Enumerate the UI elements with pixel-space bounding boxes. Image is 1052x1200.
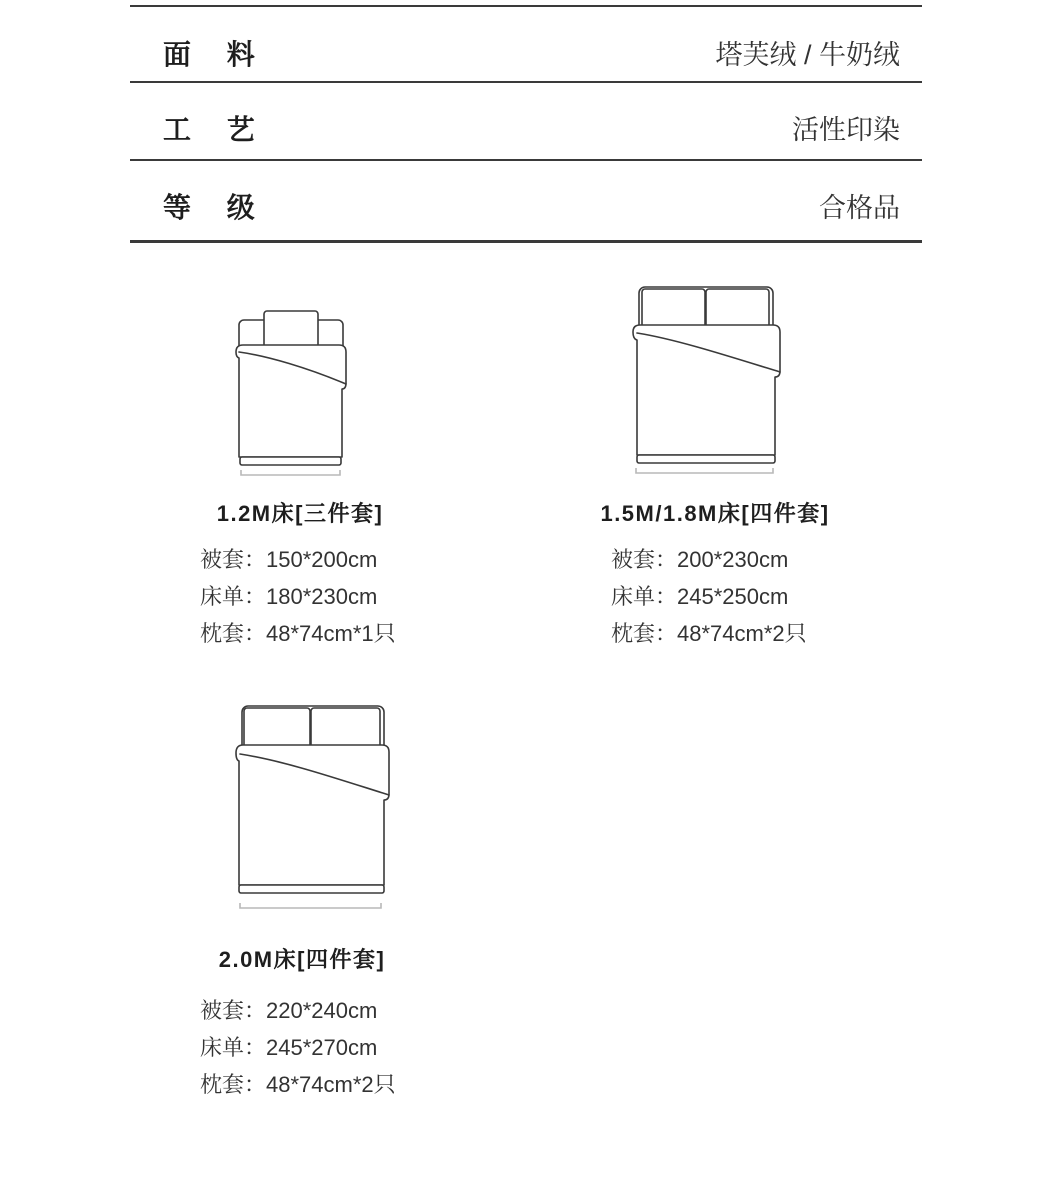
width-measure-line (636, 468, 773, 473)
pillow (706, 289, 769, 329)
bed-base (239, 885, 384, 893)
duvet-cover-size: 被套：200*230cm (611, 547, 789, 572)
spec-label: 工 艺 (163, 114, 255, 145)
duvet (633, 325, 780, 455)
bed-sheet-size: 床单：245*270cm (200, 1035, 378, 1060)
bed-size-title: 1.2M床[三件套] (216, 501, 384, 526)
pillowcase-size: 枕套：48*74cm*1只 (200, 621, 396, 646)
spec-label: 等 级 (163, 192, 255, 223)
bed-size-spec-list (200, 541, 396, 652)
pillowcase-size: 枕套：48*74cm*2只 (200, 1072, 396, 1097)
single-bed-icon (228, 302, 358, 482)
spec-row-fabric (130, 37, 922, 73)
king-bed-icon (228, 698, 396, 913)
duvet (236, 345, 346, 457)
pillow (264, 311, 318, 349)
bed-sheet-size: 床单：180*230cm (200, 584, 378, 609)
duvet (236, 745, 389, 885)
double-bed-icon (625, 280, 790, 480)
table-bottom-rule (130, 240, 922, 243)
table-top-rule (130, 5, 922, 7)
pillow (642, 289, 705, 329)
pillow (311, 708, 380, 750)
bed-base (637, 455, 775, 463)
bed-base (240, 457, 341, 465)
bed-size-title: 2.0M床[四件套] (218, 947, 386, 972)
spec-row-grade (130, 190, 922, 226)
width-measure-line (241, 470, 340, 475)
spec-value: 活性印染 (792, 115, 900, 145)
pillow (244, 708, 310, 750)
width-measure-line (240, 903, 381, 908)
bed-size-spec-list (611, 541, 807, 652)
bed-size-title: 1.5M/1.8M床[四件套] (600, 501, 830, 526)
spec-row-process (130, 112, 922, 148)
row-divider (130, 159, 922, 161)
spec-label: 面 料 (163, 39, 255, 70)
pillowcase-size: 枕套：48*74cm*2只 (611, 621, 807, 646)
spec-value: 合格品 (819, 193, 900, 223)
row-divider (130, 81, 922, 83)
bed-size-spec-list (200, 992, 396, 1103)
duvet-cover-size: 被套：220*240cm (200, 998, 378, 1023)
duvet-cover-size: 被套：150*200cm (200, 547, 378, 572)
spec-value: 塔芙绒 / 牛奶绒 (715, 40, 900, 70)
bed-sheet-size: 床单：245*250cm (611, 584, 789, 609)
